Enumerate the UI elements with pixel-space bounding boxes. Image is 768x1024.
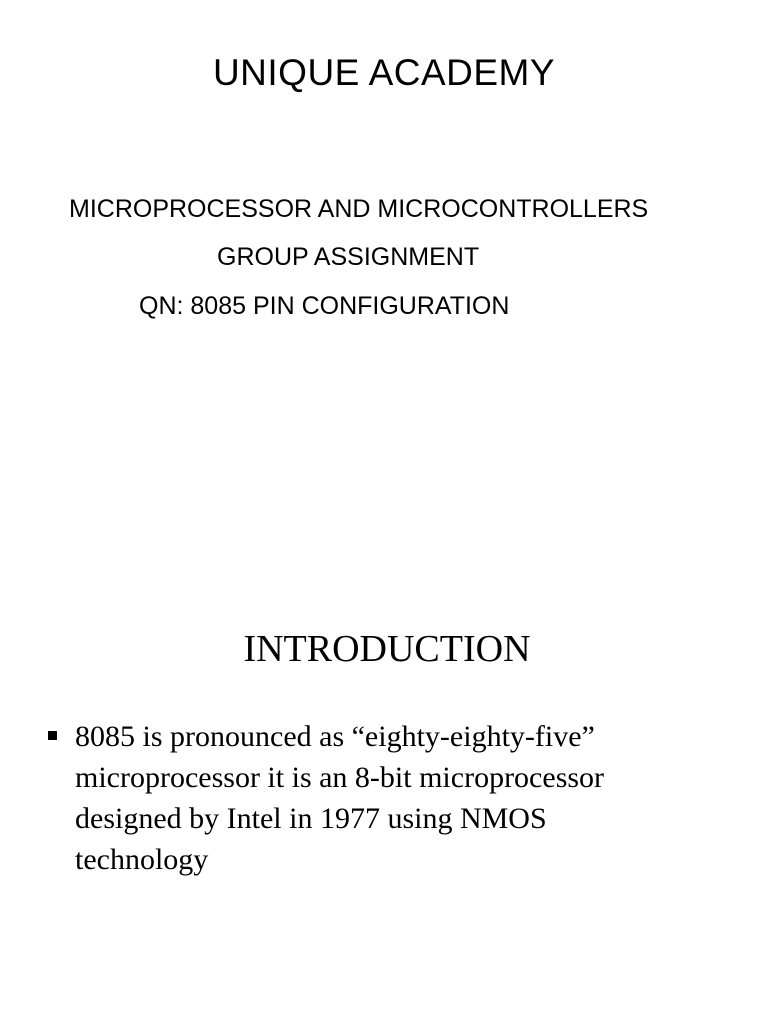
academy-title: UNIQUE ACADEMY: [212, 52, 556, 93]
course-title: MICROPROCESSOR AND MICROCONTROLLERS: [69, 195, 649, 223]
question-label: QN: 8085 PIN CONFIGURATION: [139, 292, 510, 320]
square-bullet-icon: [48, 731, 57, 740]
introduction-slide: [0, 600, 768, 1024]
bullet-text: 8085 is pronounced as “eighty-eighty-five” microprocessor it is an 8-bit microprocessor designed by Intel in 1977 using NMOS technology: [75, 720, 605, 876]
introduction-heading: [0, 626, 768, 672]
introduction-heading-text: INTRODUCTION: [243, 628, 531, 670]
assignment-label: GROUP ASSIGNMENT: [217, 243, 480, 271]
bullet-item: [48, 716, 748, 880]
title-slide: [0, 0, 768, 500]
